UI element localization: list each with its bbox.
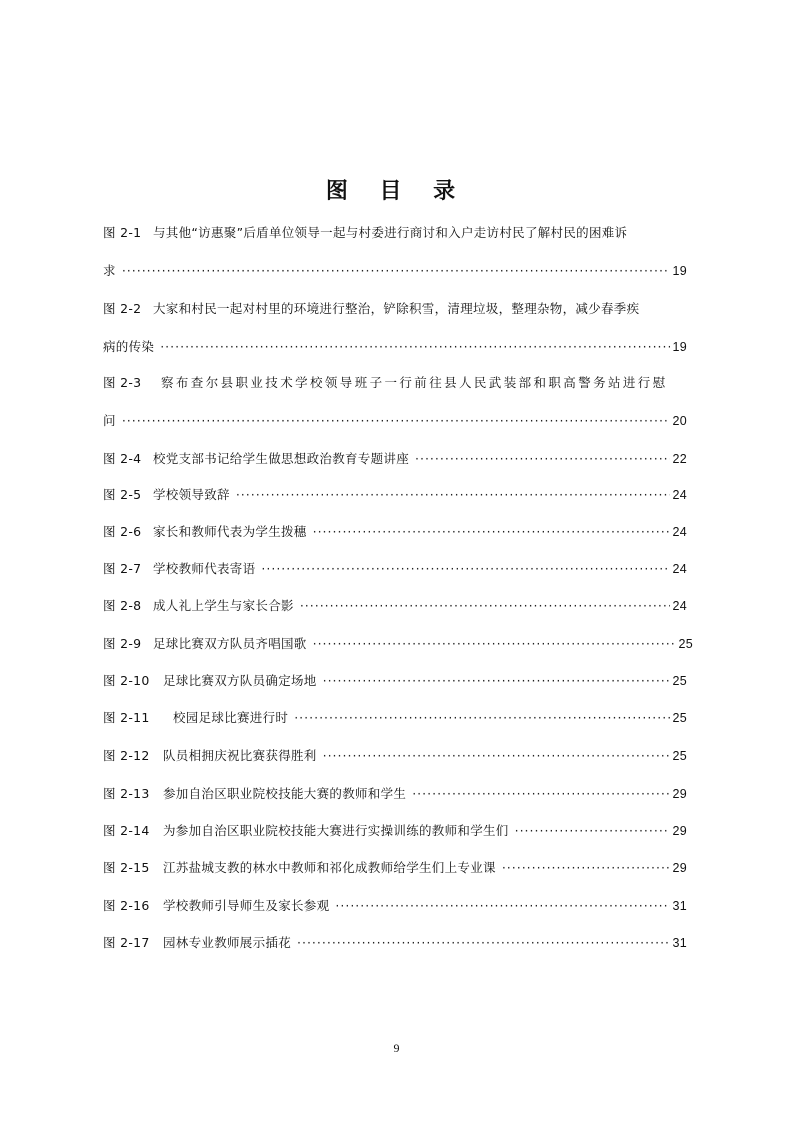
leader-dots bbox=[412, 785, 670, 803]
figure-title: 足球比赛双方队员确定场地 bbox=[163, 673, 317, 688]
list-item bbox=[103, 597, 687, 615]
leader-dots bbox=[515, 822, 671, 840]
figure-label: 图 2-13 bbox=[103, 786, 150, 801]
page-number: 25 bbox=[672, 749, 687, 763]
list-item bbox=[103, 822, 687, 840]
list-item bbox=[103, 486, 687, 504]
figure-title: 队员相拥庆祝比赛获得胜利 bbox=[163, 748, 317, 763]
figure-title-cont: 病的传染 bbox=[103, 339, 155, 354]
list-item bbox=[103, 785, 687, 803]
figure-title: 学校教师引导师生及家长参观 bbox=[163, 898, 330, 913]
figure-title-cont: 求 bbox=[103, 263, 116, 278]
page-number: 29 bbox=[672, 861, 687, 875]
leader-dots bbox=[323, 672, 671, 690]
figure-title: 大家和村民一起对村里的环境进行整治，铲除积雪，清理垃圾，整理杂物，减少春季疾 bbox=[153, 301, 640, 316]
figure-label: 图 2-6 bbox=[103, 524, 142, 539]
page-number: 24 bbox=[672, 525, 687, 539]
leader-dots bbox=[323, 747, 671, 765]
figure-label: 图 2-16 bbox=[103, 898, 150, 913]
figure-title: 成人礼上学生与家长合影 bbox=[153, 598, 294, 613]
leader-dots bbox=[122, 262, 671, 280]
list-item bbox=[103, 450, 687, 468]
list-item bbox=[103, 300, 687, 356]
figure-title: 校党支部书记给学生做思想政治教育专题讲座 bbox=[153, 451, 410, 466]
figure-label: 图 2-3 bbox=[103, 375, 142, 390]
leader-dots bbox=[297, 934, 670, 952]
figure-label: 图 2-12 bbox=[103, 748, 150, 763]
figure-title: 学校教师代表寄语 bbox=[153, 561, 256, 576]
leader-dots bbox=[313, 523, 671, 541]
leader-dots bbox=[300, 597, 671, 615]
page-number: 25 bbox=[678, 637, 693, 651]
page-number: 19 bbox=[672, 340, 687, 354]
figure-title: 家长和教师代表为学生拨穗 bbox=[153, 524, 307, 539]
leader-dots bbox=[160, 338, 670, 356]
leader-dots bbox=[236, 486, 671, 504]
page-number: 24 bbox=[672, 599, 687, 613]
figure-label: 图 2-11 bbox=[103, 710, 150, 725]
leader-dots bbox=[335, 897, 670, 915]
list-item bbox=[103, 224, 687, 280]
page-number: 22 bbox=[672, 452, 687, 466]
leader-dots bbox=[294, 709, 670, 727]
figure-label: 图 2-8 bbox=[103, 598, 142, 613]
leader-dots bbox=[261, 560, 670, 578]
figure-title: 与其他“访惠聚”后盾单位领导一起与村委进行商讨和入户走访村民了解村民的困难诉 bbox=[153, 225, 628, 240]
page-number: 20 bbox=[672, 414, 687, 428]
page-number: 25 bbox=[672, 674, 687, 688]
list-item bbox=[103, 709, 687, 727]
list-item bbox=[103, 523, 687, 541]
leader-dots bbox=[502, 859, 671, 877]
list-item bbox=[103, 672, 687, 690]
leader-dots bbox=[415, 450, 670, 468]
figure-label: 图 2-9 bbox=[103, 636, 142, 651]
page-title: 图 目 录 bbox=[325, 178, 468, 204]
figure-label: 图 2-4 bbox=[103, 451, 142, 466]
figure-title: 足球比赛双方队员齐唱国歌 bbox=[153, 636, 307, 651]
list-item bbox=[103, 560, 687, 578]
figure-title: 学校领导致辞 bbox=[153, 487, 230, 502]
page-number: 29 bbox=[672, 824, 687, 838]
figure-label: 图 2-1 bbox=[103, 225, 142, 240]
figure-label: 图 2-15 bbox=[103, 860, 150, 875]
figure-label: 图 2-14 bbox=[103, 823, 150, 838]
figure-label: 图 2-5 bbox=[103, 487, 142, 502]
figure-label: 图 2-17 bbox=[103, 935, 150, 950]
figure-title: 校园足球比赛进行时 bbox=[173, 710, 289, 725]
figure-label: 图 2-2 bbox=[103, 301, 142, 316]
list-item bbox=[103, 747, 687, 765]
list-item bbox=[103, 635, 693, 653]
figure-title: 江苏盐城支教的林水中教师和祁化成教师给学生们上专业课 bbox=[163, 860, 496, 875]
list-item bbox=[103, 374, 687, 430]
figure-label: 图 2-10 bbox=[103, 673, 150, 688]
figure-title: 察布查尔县职业技术学校领导班子一行前往县人民武装部和职高警务站进行慰 bbox=[161, 375, 668, 390]
footer-page-number: 9 bbox=[393, 1041, 400, 1055]
leader-dots bbox=[122, 412, 671, 430]
list-item bbox=[103, 934, 687, 952]
page-number: 24 bbox=[672, 488, 687, 502]
figure-title-cont: 问 bbox=[103, 413, 116, 428]
figure-title: 园林专业教师展示插花 bbox=[163, 935, 292, 950]
figure-title: 为参加自治区职业院校技能大赛进行实操训练的教师和学生们 bbox=[163, 823, 509, 838]
list-item bbox=[103, 859, 687, 877]
page-number: 31 bbox=[672, 936, 687, 950]
page-number: 29 bbox=[672, 787, 687, 801]
figure-title: 参加自治区职业院校技能大赛的教师和学生 bbox=[163, 786, 407, 801]
page-number: 19 bbox=[672, 264, 687, 278]
list-item bbox=[103, 897, 687, 915]
leader-dots bbox=[313, 635, 677, 653]
page-number: 24 bbox=[672, 562, 687, 576]
figure-label: 图 2-7 bbox=[103, 561, 142, 576]
page-number: 25 bbox=[672, 711, 687, 725]
page-number: 31 bbox=[672, 899, 687, 913]
